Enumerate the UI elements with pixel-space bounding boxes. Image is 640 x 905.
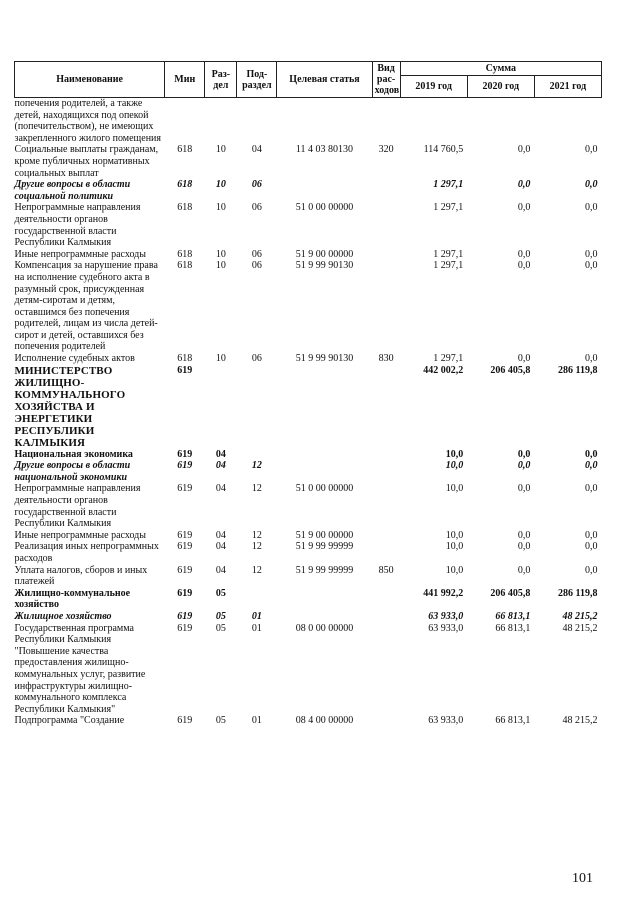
row-vid bbox=[372, 588, 400, 611]
row-sum-2019: 1 297,1 bbox=[433, 248, 464, 260]
header-2019: 2019 год bbox=[400, 76, 467, 98]
row-sum-2019: 114 760,5 bbox=[423, 144, 464, 156]
row-vid bbox=[372, 249, 400, 261]
row-sum-2019: 442 002,2 bbox=[423, 364, 464, 376]
row-sum-2021: 48 215,2 bbox=[562, 610, 598, 622]
header-2020: 2020 год bbox=[467, 76, 534, 98]
row-celevaya: 51 9 99 90130 bbox=[295, 353, 354, 365]
row-sum-2021: 0,0 bbox=[585, 448, 598, 460]
row-sum-2021: 48 215,2 bbox=[562, 622, 598, 634]
row-podrazdel: 06 bbox=[251, 353, 262, 365]
row-sum-2019: 63 933,0 bbox=[428, 610, 464, 622]
table-row bbox=[15, 449, 602, 461]
row-sum-2020: 0,0 bbox=[517, 483, 531, 495]
header-vid: Вид рас-ходов bbox=[372, 62, 400, 98]
row-sum-2019: 10,0 bbox=[445, 460, 464, 472]
row-sum-2020: 66 813,1 bbox=[495, 715, 531, 727]
row-vid bbox=[372, 449, 400, 461]
header-2021: 2021 год bbox=[534, 76, 601, 98]
row-sum-2019 bbox=[400, 98, 467, 145]
row-sum-2021: 0,0 bbox=[585, 179, 598, 191]
row-min: 619 bbox=[177, 460, 193, 472]
row-sum-2020: 0,0 bbox=[517, 541, 531, 553]
header-podrazdel: Под-раздел bbox=[237, 62, 277, 98]
row-razdel: 04 bbox=[215, 460, 226, 472]
budget-table bbox=[14, 61, 602, 727]
row-min: 619 bbox=[177, 364, 193, 376]
row-sum-2021: 0,0 bbox=[585, 202, 598, 214]
row-celevaya: 51 0 00 00000 bbox=[295, 483, 354, 495]
row-sum-2019: 1 297,1 bbox=[433, 179, 464, 191]
row-podrazdel: 12 bbox=[251, 541, 262, 553]
row-razdel bbox=[205, 98, 237, 145]
header-razdel: Раз-дел bbox=[205, 62, 237, 98]
row-sum-2021: 0,0 bbox=[585, 353, 598, 365]
row-celevaya: 08 0 00 00000 bbox=[295, 622, 354, 634]
row-vid bbox=[372, 365, 400, 449]
row-vid: 850 bbox=[378, 564, 394, 576]
table-row bbox=[15, 365, 602, 449]
table-row bbox=[15, 611, 602, 623]
row-podrazdel: 06 bbox=[251, 248, 262, 260]
table-header bbox=[15, 62, 602, 98]
row-podrazdel: 01 bbox=[251, 715, 262, 727]
row-razdel: 10 bbox=[215, 202, 226, 214]
header-summa: Сумма bbox=[400, 62, 601, 76]
page-number: 101 bbox=[572, 871, 593, 886]
row-celevaya bbox=[277, 588, 372, 611]
row-sum-2020: 0,0 bbox=[517, 179, 531, 191]
row-name: Государственная программа Республики Калмыкия "Повышение качества предоставления жилищно-коммунальных услуг, развитие инфраструктуры жилищно-коммунального комплекса Республики Калмыкия" bbox=[14, 622, 146, 715]
row-sum-2020 bbox=[467, 98, 534, 145]
row-podrazdel: 01 bbox=[251, 610, 262, 622]
row-min: 619 bbox=[177, 564, 193, 576]
row-min: 619 bbox=[177, 587, 193, 599]
row-vid bbox=[372, 260, 400, 353]
table-row bbox=[15, 260, 602, 353]
row-name: попечения родителей, а также детей, находящихся под опекой (попечительством), не имеющих закрепленного жилого помещения bbox=[14, 98, 161, 144]
row-sum-2020: 0,0 bbox=[517, 460, 531, 472]
row-sum-2019: 63 933,0 bbox=[428, 622, 464, 634]
row-podrazdel: 01 bbox=[251, 622, 262, 634]
row-sum-2019: 1 297,1 bbox=[433, 260, 464, 272]
table-row bbox=[15, 715, 602, 727]
table-row bbox=[15, 483, 602, 529]
row-name: Социальные выплаты гражданам, кроме публичных нормативных социальных выплат bbox=[14, 144, 159, 179]
row-sum-2020: 0,0 bbox=[517, 144, 531, 156]
row-sum-2021: 0,0 bbox=[585, 260, 598, 272]
row-celevaya: 51 9 00 00000 bbox=[295, 529, 354, 541]
row-sum-2021: 0,0 bbox=[585, 483, 598, 495]
row-razdel bbox=[205, 365, 237, 449]
row-min: 618 bbox=[177, 248, 193, 260]
row-sum-2021: 0,0 bbox=[585, 564, 598, 576]
row-podrazdel: 12 bbox=[251, 529, 262, 541]
row-name: Подпрограмма "Создание bbox=[14, 715, 125, 727]
row-sum-2021: 0,0 bbox=[585, 460, 598, 472]
row-sum-2019: 10,0 bbox=[445, 564, 464, 576]
row-razdel: 10 bbox=[215, 144, 226, 156]
row-name: Непрограммные направления деятельности органов государственной власти Республики Калмыкия bbox=[14, 202, 141, 249]
row-sum-2021: 0,0 bbox=[585, 144, 598, 156]
row-razdel: 10 bbox=[215, 248, 226, 260]
row-vid bbox=[372, 179, 400, 202]
table-row bbox=[15, 565, 602, 588]
row-name: Национальная экономика bbox=[14, 448, 133, 460]
row-sum-2020: 0,0 bbox=[517, 564, 531, 576]
row-razdel: 04 bbox=[215, 564, 226, 576]
row-name: Жилищно-коммунальное хозяйство bbox=[14, 587, 131, 611]
table-row bbox=[15, 179, 602, 202]
row-celevaya bbox=[277, 460, 372, 483]
row-sum-2020: 66 813,1 bbox=[495, 622, 531, 634]
row-sum-2019: 441 992,2 bbox=[423, 587, 464, 599]
row-celevaya bbox=[277, 98, 372, 145]
row-sum-2020: 0,0 bbox=[517, 248, 531, 260]
table-row bbox=[15, 249, 602, 261]
row-sum-2020: 0,0 bbox=[517, 353, 531, 365]
row-min: 619 bbox=[177, 483, 193, 495]
row-razdel: 05 bbox=[215, 610, 226, 622]
row-celevaya: 11 4 03 80130 bbox=[295, 144, 354, 156]
table-row bbox=[15, 588, 602, 611]
row-min: 619 bbox=[177, 541, 193, 553]
table-row bbox=[15, 460, 602, 483]
row-celevaya bbox=[277, 611, 372, 623]
row-razdel: 05 bbox=[215, 715, 226, 727]
row-podrazdel: 06 bbox=[251, 202, 262, 214]
row-min: 619 bbox=[177, 715, 193, 727]
row-sum-2020: 206 405,8 bbox=[490, 587, 531, 599]
row-sum-2021: 286 119,8 bbox=[558, 587, 598, 599]
row-min: 619 bbox=[177, 448, 193, 460]
row-name: Непрограммные направления деятельности органов государственной власти Республики Калмыкия bbox=[14, 483, 141, 530]
row-sum-2019: 1 297,1 bbox=[433, 353, 464, 365]
row-min: 619 bbox=[177, 529, 193, 541]
row-celevaya bbox=[277, 179, 372, 202]
row-name: Жилищное хозяйство bbox=[14, 610, 112, 622]
row-name: Компенсация за нарушение права на исполнение судебного акта в разумный срок, присужденная детям-сиротам и детям, оставшимся без попечения родителей, лицам из числа детей-сирот и детей, оставшихся без попечения родителей bbox=[14, 260, 158, 353]
row-vid bbox=[372, 483, 400, 529]
row-celevaya: 51 9 99 99999 bbox=[295, 541, 354, 553]
row-sum-2020: 0,0 bbox=[517, 529, 531, 541]
header-name: Наименование bbox=[15, 62, 165, 98]
row-sum-2021: 0,0 bbox=[585, 529, 598, 541]
row-name: Иные непрограммные расходы bbox=[14, 529, 146, 541]
row-razdel: 04 bbox=[215, 448, 226, 460]
row-sum-2021: 286 119,8 bbox=[558, 364, 598, 376]
row-name: Другие вопросы в области национальной экономики bbox=[14, 460, 131, 483]
row-sum-2019: 63 933,0 bbox=[428, 715, 464, 727]
row-sum-2019: 10,0 bbox=[445, 483, 464, 495]
row-sum-2020: 66 813,1 bbox=[495, 610, 531, 622]
row-sum-2020: 206 405,8 bbox=[490, 364, 531, 376]
row-min: 619 bbox=[177, 622, 193, 634]
row-sum-2020: 0,0 bbox=[517, 260, 531, 272]
row-sum-2019: 10,0 bbox=[445, 529, 464, 541]
row-min: 618 bbox=[177, 144, 193, 156]
row-celevaya: 51 9 99 90130 bbox=[295, 260, 354, 272]
row-podrazdel: 06 bbox=[251, 260, 262, 272]
table-row bbox=[15, 202, 602, 248]
row-sum-2020: 0,0 bbox=[517, 448, 531, 460]
table-body bbox=[15, 98, 602, 727]
row-celevaya: 08 4 00 00000 bbox=[295, 715, 354, 727]
row-podrazdel bbox=[237, 98, 277, 145]
row-podrazdel bbox=[237, 449, 277, 461]
row-razdel: 04 bbox=[215, 541, 226, 553]
row-celevaya: 51 0 00 00000 bbox=[295, 202, 354, 214]
row-razdel: 10 bbox=[215, 179, 226, 191]
row-razdel: 05 bbox=[215, 587, 226, 599]
row-sum-2021: 0,0 bbox=[585, 248, 598, 260]
row-vid: 830 bbox=[378, 353, 394, 365]
row-celevaya bbox=[277, 365, 372, 449]
row-celevaya: 51 9 00 00000 bbox=[295, 248, 354, 260]
row-vid bbox=[372, 460, 400, 483]
row-min: 618 bbox=[177, 202, 193, 214]
row-podrazdel: 12 bbox=[251, 483, 262, 495]
row-sum-2019: 1 297,1 bbox=[433, 202, 464, 214]
row-name: Реализация иных непрограммных расходов bbox=[14, 541, 159, 564]
row-razdel: 04 bbox=[215, 483, 226, 495]
row-vid bbox=[372, 202, 400, 248]
row-celevaya bbox=[277, 449, 372, 461]
row-min bbox=[165, 98, 205, 145]
row-name: Исполнение судебных актов bbox=[14, 353, 135, 365]
row-razdel: 04 bbox=[215, 529, 226, 541]
row-min: 618 bbox=[177, 179, 193, 191]
row-celevaya: 51 9 99 99999 bbox=[295, 564, 354, 576]
header-celevaya: Целевая статья bbox=[277, 62, 372, 98]
row-name: МИНИСТЕРСТВО ЖИЛИЩНО-КОММУНАЛЬНОГО ХОЗЯЙСТВА И ЭНЕРГЕТИКИ РЕСПУБЛИКИ КАЛМЫКИЯ bbox=[14, 364, 126, 449]
row-podrazdel: 12 bbox=[251, 564, 262, 576]
row-min: 619 bbox=[177, 610, 193, 622]
row-min: 618 bbox=[177, 353, 193, 365]
table-row bbox=[15, 530, 602, 542]
row-sum-2021 bbox=[534, 98, 601, 145]
row-vid bbox=[372, 530, 400, 542]
header-min: Мин bbox=[165, 62, 205, 98]
row-podrazdel: 06 bbox=[251, 179, 262, 191]
table-row bbox=[15, 623, 602, 716]
row-podrazdel bbox=[237, 588, 277, 611]
row-name: Иные непрограммные расходы bbox=[14, 248, 146, 260]
table-row bbox=[15, 541, 602, 564]
row-razdel: 10 bbox=[215, 353, 226, 365]
table-row bbox=[15, 98, 602, 145]
row-podrazdel bbox=[237, 365, 277, 449]
row-sum-2021: 48 215,2 bbox=[562, 715, 598, 727]
row-podrazdel: 04 bbox=[251, 144, 262, 156]
row-vid bbox=[372, 715, 400, 727]
row-razdel: 05 bbox=[215, 622, 226, 634]
row-min: 618 bbox=[177, 260, 193, 272]
row-name: Уплата налогов, сборов и иных платежей bbox=[14, 564, 148, 588]
row-podrazdel: 12 bbox=[251, 460, 262, 472]
row-vid bbox=[372, 623, 400, 716]
row-razdel: 10 bbox=[215, 260, 226, 272]
row-vid bbox=[372, 611, 400, 623]
row-sum-2021: 0,0 bbox=[585, 541, 598, 553]
row-sum-2020: 0,0 bbox=[517, 202, 531, 214]
row-sum-2019: 10,0 bbox=[445, 541, 464, 553]
row-vid bbox=[372, 541, 400, 564]
row-vid: 320 bbox=[378, 144, 394, 156]
row-sum-2019: 10,0 bbox=[445, 448, 464, 460]
row-vid bbox=[372, 98, 400, 145]
table-row bbox=[15, 144, 602, 179]
row-name: Другие вопросы в области социальной политики bbox=[14, 179, 131, 202]
table-row bbox=[15, 353, 602, 365]
